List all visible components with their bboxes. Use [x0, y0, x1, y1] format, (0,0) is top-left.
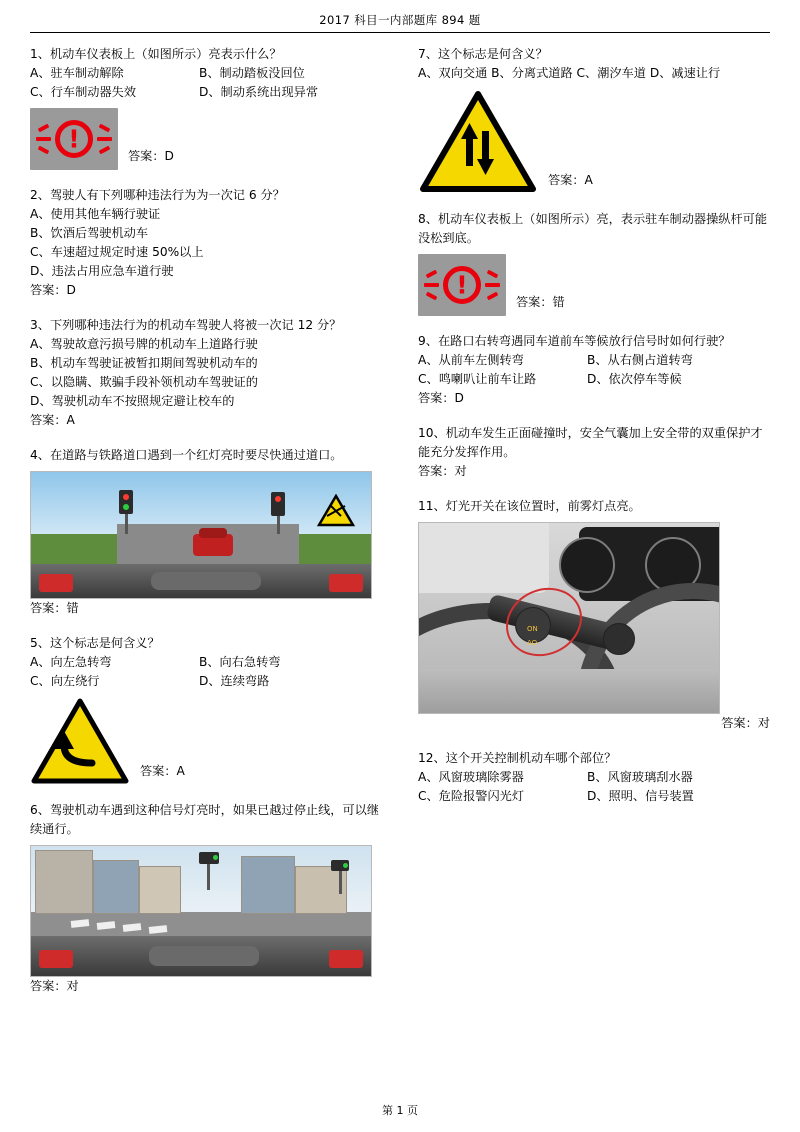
page-footer: 第 1 页 [382, 1104, 418, 1117]
question-9-options-row2 [418, 370, 770, 389]
question-1 [30, 45, 382, 170]
question-2-title: 2、驾驶人有下列哪种违法行为为一次记 6 分？ [30, 188, 285, 202]
question-6-answer: 答案：对 [30, 979, 79, 993]
question-5-figure-row [30, 697, 382, 785]
question-1-figure-row [30, 108, 382, 170]
question-2 [30, 186, 382, 300]
question-1-options-row2 [30, 83, 382, 102]
page-header: 2017 科目一内部题库 894 题 [30, 12, 770, 33]
question-4 [30, 446, 382, 618]
question-8-title: 8、机动车仪表板上（如图所示）亮，表示驻车制动器操纵杆可能没松到底。 [418, 212, 768, 245]
question-2-option-b[interactable]: B、饮酒后驾驶机动车 [30, 226, 149, 240]
question-5-option-b[interactable]: B、向右急转弯 [198, 655, 281, 669]
question-2-option-d[interactable]: D、违法占用应急车道行驶 [30, 264, 174, 278]
question-5-options-row2 [30, 672, 382, 691]
question-1-title: 1、机动车仪表板上（如图所示）亮表示什么？ [30, 47, 282, 61]
question-1-option-a[interactable]: A、驻车制动解除 [30, 66, 124, 80]
question-9-title: 9、在路口右转弯遇同车道前车等候放行信号时如何行驶？ [418, 334, 731, 348]
question-5-title: 5、这个标志是何含义？ [30, 636, 160, 650]
question-9-option-c[interactable]: C、鸣喇叭让前车让路 [418, 372, 537, 386]
question-3-option-d[interactable]: D、驾驶机动车不按照规定避让校车的 [30, 394, 235, 408]
question-5 [30, 634, 382, 785]
question-9-answer: 答案：D [418, 391, 464, 405]
question-3-answer: 答案：A [30, 413, 75, 427]
question-3 [30, 316, 382, 430]
question-4-figure [30, 471, 382, 599]
question-6-title: 6、驾驶机动车遇到这种信号灯亮时，如果已越过停止线，可以继续通行。 [30, 803, 380, 836]
intersection-green-light-scene-image [30, 845, 372, 977]
question-8-figure-row [418, 254, 770, 316]
question-12-title: 12、这个开关控制机动车哪个部位？ [418, 751, 617, 765]
two-way-traffic-sign-icon [418, 89, 538, 194]
question-11-answer: 答案：对 [721, 716, 770, 730]
brake-warning-lamp-icon: ! [30, 108, 118, 170]
question-5-option-c[interactable]: C、向左绕行 [30, 674, 100, 688]
left-column [30, 45, 400, 1012]
question-10 [418, 424, 770, 481]
question-12-option-a[interactable]: A、风窗玻璃除雾器 [418, 770, 524, 784]
two-column-body [30, 45, 770, 1012]
question-9-option-a[interactable]: A、从前车左侧转弯 [418, 353, 524, 367]
question-7-figure-row [418, 89, 770, 194]
question-9-option-b[interactable]: B、从右侧占道转弯 [586, 353, 693, 367]
question-3-option-a[interactable]: A、驾驶故意污损号牌的机动车上道路行驶 [30, 337, 258, 351]
question-5-answer: 答案：A [140, 764, 185, 778]
question-11-title: 11、灯光开关在该位置时，前雾灯点亮。 [418, 499, 641, 513]
question-1-option-b[interactable]: B、制动踏板没回位 [198, 66, 305, 80]
question-6 [30, 801, 382, 996]
question-1-option-c[interactable]: C、行车制动器失效 [30, 85, 137, 99]
question-3-option-c[interactable]: C、以隐瞒、欺骗手段补领机动车驾驶证的 [30, 375, 258, 389]
question-12-options-row2 [418, 787, 770, 806]
question-11 [418, 497, 770, 733]
question-7-answer: 答案：A [548, 173, 593, 187]
question-12 [418, 749, 770, 806]
question-3-option-b[interactable]: B、机动车驾驶证被暂扣期间驾驶机动车的 [30, 356, 258, 370]
question-6-figure [30, 845, 382, 977]
question-5-option-d[interactable]: D、连续弯路 [198, 674, 270, 688]
question-5-option-a[interactable]: A、向左急转弯 [30, 655, 112, 669]
question-5-options-row1 [30, 653, 382, 672]
question-9-option-d[interactable]: D、依次停车等候 [586, 372, 682, 386]
brake-warning-lamp-icon: ! [418, 254, 506, 316]
question-1-options-row1 [30, 64, 382, 83]
question-12-option-c[interactable]: C、危险报警闪光灯 [418, 789, 525, 803]
question-9 [418, 332, 770, 408]
question-7-options[interactable]: A、双向交通 B、分离式道路 C、潮汐车道 D、减速让行 [418, 66, 721, 80]
question-8-answer: 答案：错 [516, 295, 565, 309]
question-10-answer: 答案：对 [418, 464, 467, 478]
question-12-option-b[interactable]: B、风窗玻璃刮水器 [586, 770, 693, 784]
right-column [400, 45, 770, 1012]
question-1-answer: 答案：D [128, 149, 174, 163]
question-7 [418, 45, 770, 194]
railway-crossing-scene-image [30, 471, 372, 599]
question-8 [418, 210, 770, 316]
question-11-figure [418, 522, 770, 714]
question-9-options-row1 [418, 351, 770, 370]
question-2-option-a[interactable]: A、使用其他车辆行驶证 [30, 207, 161, 221]
question-4-title: 4、在道路与铁路道口遇到一个红灯亮时要尽快通过道口。 [30, 448, 343, 462]
question-7-title: 7、这个标志是何含义？ [418, 47, 548, 61]
left-sharp-curve-sign-icon [30, 697, 130, 785]
question-1-option-d[interactable]: D、制动系统出现异常 [198, 85, 319, 99]
question-2-option-c[interactable]: C、车速超过规定时速 50%以上 [30, 245, 204, 259]
question-4-answer: 答案：错 [30, 601, 79, 615]
railway-crossing-warning-sign-icon [317, 494, 355, 532]
question-2-answer: 答案：D [30, 283, 76, 297]
question-12-options-row1 [418, 768, 770, 787]
light-switch-stalk-photo: ON AO [418, 522, 720, 714]
question-12-option-d[interactable]: D、照明、信号装置 [586, 789, 694, 803]
question-10-title: 10、机动车发生正面碰撞时，安全气囊加上安全带的双重保护才能充分发挥作用。 [418, 426, 763, 459]
question-3-title: 3、下列哪种违法行为的机动车驾驶人将被一次记 12 分？ [30, 318, 342, 332]
